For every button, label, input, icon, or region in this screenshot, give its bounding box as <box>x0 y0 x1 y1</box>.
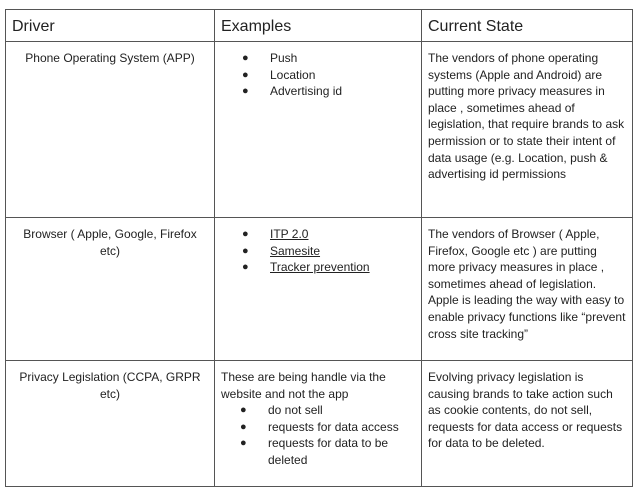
example-text: do not sell <box>268 403 323 418</box>
example-text: requests for data access <box>268 419 399 434</box>
list-item <box>229 50 417 67</box>
bullet-icon: ● <box>242 261 249 274</box>
example-text: requests for data to be deleted <box>268 436 389 467</box>
example-text: Location <box>270 67 316 82</box>
example-text: Push <box>270 51 298 65</box>
current-state-cell: The vendors of phone operating systems (Apple and Android) are putting more privacy measures in place , sometimes ahead of legislation, that require brands to ask permission or to state their intent of data usage (e.g. Location, push & advertising id permissions <box>422 42 633 218</box>
table-row <box>6 361 633 487</box>
table-row <box>6 42 633 218</box>
examples-cell <box>215 218 422 361</box>
current-state-cell: The vendors of Browser ( Apple, Firefox, Google etc ) are putting more privacy measures in place , sometimes ahead of legislation. Apple is leading the way with easy to enable privacy functions like “prevent cross site tracking” <box>422 218 633 361</box>
list-item <box>229 226 417 243</box>
tracker-prevention-link[interactable]: Tracker prevention <box>270 260 370 275</box>
bullet-icon: ● <box>240 437 247 450</box>
examples-intro: These are being handle via the website and not the app <box>221 370 386 401</box>
examples-list <box>221 402 417 468</box>
bullet-icon: ● <box>240 420 247 433</box>
header-current-state: Current State <box>422 10 633 42</box>
bullet-icon: ● <box>242 52 249 64</box>
itp-link[interactable]: ITP 2.0 <box>270 227 309 241</box>
header-row <box>6 10 633 42</box>
driver-cell: Phone Operating System (APP) <box>6 42 215 218</box>
bullet-icon: ● <box>240 404 247 417</box>
header-examples: Examples <box>215 10 422 42</box>
header-driver: Driver <box>6 10 215 42</box>
driver-cell: Browser ( Apple, Google, Firefox etc) <box>6 218 215 361</box>
table-row <box>6 218 633 361</box>
list-item <box>227 435 417 468</box>
samesite-link[interactable]: Samesite <box>270 243 321 258</box>
list-item <box>227 402 417 419</box>
list-item <box>229 83 417 100</box>
examples-list <box>221 50 417 100</box>
current-state-cell: Evolving privacy legislation is causing brands to take action such as cookie contents, do not sell, requests for data access or requests for data to be deleted. <box>422 361 633 487</box>
examples-cell <box>215 361 422 487</box>
list-item <box>229 259 417 276</box>
list-item <box>227 419 417 436</box>
list-item <box>229 67 417 84</box>
list-item <box>229 243 417 260</box>
drivers-table <box>5 9 633 487</box>
bullet-icon: ● <box>242 68 249 81</box>
examples-list <box>221 226 417 276</box>
bullet-icon: ● <box>242 85 249 98</box>
bullet-icon: ● <box>242 244 249 257</box>
driver-cell: Privacy Legislation (CCPA, GRPR etc) <box>6 361 215 487</box>
examples-cell <box>215 42 422 218</box>
example-text: Advertising id <box>270 84 343 99</box>
bullet-icon: ● <box>242 228 249 240</box>
